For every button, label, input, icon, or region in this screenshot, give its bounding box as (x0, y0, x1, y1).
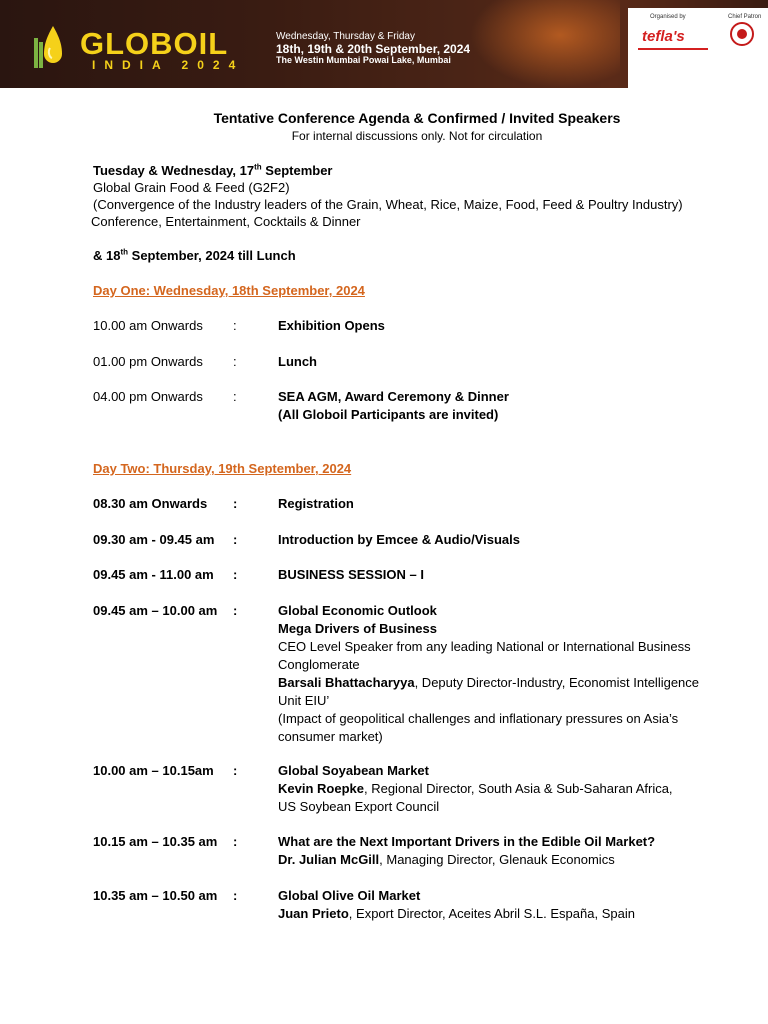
oil-drop-icon (34, 24, 64, 68)
event-banner (0, 0, 768, 88)
day-two-row-2-sep: : (233, 532, 238, 547)
patron-emblem-icon (730, 22, 754, 46)
day-two-row-7-time: 10.35 am – 10.50 am (93, 888, 218, 903)
day-two-row-5-time: 10.00 am – 10.15am (93, 763, 214, 778)
speaker-role: , Managing Director, Glenauk Economics (379, 852, 615, 867)
day-two-row-4-title: Global Economic Outlook (278, 603, 437, 618)
day-two-row-4-note-line2: consumer market) (278, 729, 383, 744)
intro-till-sup: th (120, 247, 129, 257)
day-two-row-1-title: Registration (278, 496, 354, 511)
intro-dates-part-a: Tuesday & Wednesday, 17 (93, 163, 255, 178)
event-venue: The Westin Mumbai Powai Lake, Mumbai (276, 55, 451, 65)
day-one-row-1-sep: : (233, 318, 237, 333)
speaker-name: Dr. Julian McGill (278, 852, 380, 867)
day-one-row-1-time: 10.00 am Onwards (93, 318, 203, 333)
intro-dates-sup: th (254, 162, 262, 172)
day-two-row-4-note-line1: (Impact of geopolitical challenges and inflationary pressures on Asia’s (278, 711, 679, 726)
day-two-row-3-title: BUSINESS SESSION – I (278, 567, 424, 582)
page-title: Tentative Conference Agenda & Confirmed / Invited Speakers (213, 110, 621, 126)
intro-event: Global Grain Food & Feed (G2F2) (93, 180, 290, 195)
day-two-row-3-sep: : (233, 567, 238, 582)
day-two-row-7-sep: : (233, 888, 238, 903)
day-two-row-4-speaker-line1: CEO Level Speaker from any leading National or International Business (278, 639, 691, 654)
day-two-row-7-speaker (278, 905, 635, 922)
day-two-row-4-subtitle: Mega Drivers of Business (278, 621, 437, 636)
day-one-row-2-sep: : (233, 354, 237, 369)
day-two-row-4-sep: : (233, 603, 238, 618)
day-one-row-1-title: Exhibition Opens (278, 318, 385, 333)
intro-till-part-b: September, 2024 till Lunch (128, 248, 296, 263)
speaker-role: , Export Director, Aceites Abril S.L. España, Spain (348, 906, 635, 921)
intro-dates-part-b: September (261, 163, 333, 178)
day-one-row-3-title: SEA AGM, Award Ceremony & Dinner (278, 389, 509, 404)
day-two-row-5-title: Global Soyabean Market (278, 763, 429, 778)
intro-conference: Conference, Entertainment, Cocktails & Dinner (91, 214, 361, 229)
organiser-panel (628, 8, 768, 88)
organiser-underline (638, 48, 708, 50)
day-two-row-6-speaker (278, 851, 615, 868)
day-one-row-2-time: 01.00 pm Onwards (93, 354, 203, 369)
speaker-name: Barsali Bhattacharyya (278, 675, 415, 690)
organiser-logo: tefla's (642, 28, 685, 45)
day-two-row-4-speaker2 (278, 674, 699, 691)
speaker-name: Kevin Roepke (278, 781, 364, 796)
intro-till-part-a: & 18 (93, 248, 121, 263)
day-two-row-1-time: 08.30 am Onwards (93, 496, 208, 511)
event-days: Wednesday, Thursday & Friday (276, 31, 415, 42)
day-one-row-3-note: (All Globoil Participants are invited) (278, 407, 499, 422)
day-two-row-6-time: 10.15 am – 10.35 am (93, 834, 218, 849)
day-two-row-5-sep: : (233, 763, 238, 778)
speaker-role: , Deputy Director-Industry, Economist Intelligence (414, 675, 700, 690)
day-two-row-6-sep: : (233, 834, 238, 849)
page-subtitle: For internal discussions only. Not for circulation (291, 129, 543, 143)
day-two-row-3-time: 09.45 am - 11.00 am (93, 567, 214, 582)
day-two-row-5-speaker-line2: US Soybean Export Council (278, 799, 440, 814)
day-two-row-4-speaker-line2: Conglomerate (278, 657, 360, 672)
day-two-row-7-title: Global Olive Oil Market (278, 888, 421, 903)
intro-convergence: (Convergence of the Industry leaders of the Grain, Wheat, Rice, Maize, Food, Feed & Poultry Industry) (93, 197, 683, 212)
day-two-row-4-speaker2-line2: Unit EIU’ (278, 693, 330, 708)
event-dates: 18th, 19th & 20th September, 2024 (276, 42, 471, 56)
logo-subtitle: INDIA 2024 (92, 58, 245, 72)
chief-patron-label: Chief Patron (728, 14, 762, 20)
day-two-row-2-time: 09.30 am - 09.45 am (93, 532, 215, 547)
day-two-row-1-sep: : (233, 496, 238, 511)
day-one-row-2-title: Lunch (278, 354, 317, 369)
intro-till (93, 247, 296, 264)
day-one-heading: Day One: Wednesday, 18th September, 2024 (93, 283, 365, 298)
day-two-row-4-time: 09.45 am – 10.00 am (93, 603, 218, 618)
intro-dates (93, 162, 333, 179)
day-two-row-6-title: What are the Next Important Drivers in the Edible Oil Market? (278, 834, 656, 849)
day-two-row-5-speaker (278, 780, 673, 797)
day-one-row-3-time: 04.00 pm Onwards (93, 389, 203, 404)
day-two-heading: Day Two: Thursday, 19th September, 2024 (93, 461, 352, 476)
day-one-row-3-sep: : (233, 389, 237, 404)
day-two-row-2-title: Introduction by Emcee & Audio/Visuals (278, 532, 520, 547)
speaker-name: Juan Prieto (278, 906, 349, 921)
banner-glow (470, 0, 620, 88)
speaker-role: , Regional Director, South Asia & Sub-Saharan Africa, (363, 781, 673, 796)
logo-wordmark: GLOBOIL (80, 26, 229, 61)
organised-by-label: Organised by (650, 14, 686, 20)
